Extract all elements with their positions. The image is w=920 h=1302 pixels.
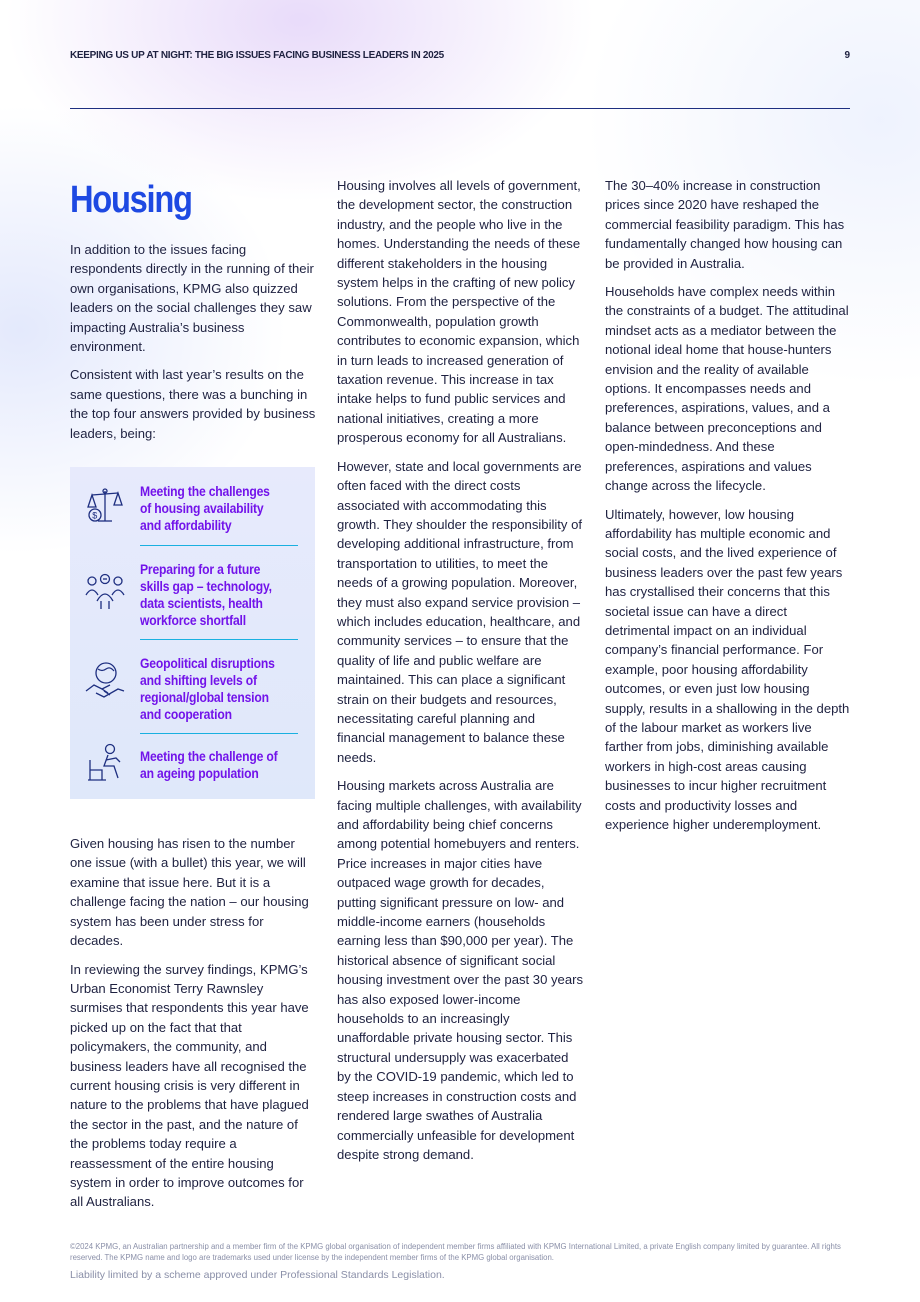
- paragraph: In addition to the issues facing respondents directly in the running of their own organisations, KPMG also quizzed leaders on the social challenges they saw impacting Australia’s business environment.: [70, 242, 314, 355]
- paragraph: The 30–40% increase in construction prices since 2020 have reshaped the commercial feasibility paradigm. This has fundamentally changed how housing can be provided in Australia.: [605, 178, 845, 271]
- paragraph: Households have complex needs within the constraints of a budget. The attitudinal mindset acts as a mediator between the notional ideal home that house-hunters envision and the reality of available options. It encompasses needs and preferences, aspirations, values, and a balance between preconceptions and open-mindedness. And these preferences, aspirations and values change across the lifecycle.: [605, 284, 849, 494]
- issue-separator: [140, 733, 298, 734]
- issue-separator: [140, 639, 298, 640]
- paragraph: Ultimately, however, low housing affordability has multiple economic and social costs, and the lived experience of business leaders over the past few years has crystallised their concerns that this societal issue can have a direct detrimental impact on an individual company’s financial performance. For example, poor housing affordability outcomes, or even just low housing supply, results in a shallowing in the depth of the labour market as workers live farther from jobs, diminishing available workers in high-cost areas causing businesses to incur higher recruitment costs and productivity losses and experience higher underemployment.: [605, 506, 850, 832]
- people-group-icon: [84, 571, 126, 613]
- issue-label: Preparing for a future skills gap – technology, data scientists, health workforce shortfall: [140, 562, 272, 628]
- column-middle: [337, 176, 585, 1173]
- copyright-notice: ©2024 KPMG, an Australian partnership and a member firm of the KPMG global organisation of independent member firms affiliated with KPMG International Limited, a private English company limited by guarantee. All rights reserved. The KPMG name and logo are trademarks used under license by the independent member firms of the KPMG global organisation.: [70, 1242, 841, 1262]
- top-issues-panel: [70, 467, 315, 799]
- issue-label: Geopolitical disruptions and shifting levels of regional/global tension and cooperation: [140, 656, 275, 722]
- header-divider: [70, 108, 850, 109]
- page-footer: [70, 1242, 850, 1281]
- svg-text:$: $: [92, 510, 98, 521]
- issue-label: Meeting the challenges of housing availability and affordability: [140, 484, 270, 533]
- paragraph: Housing markets across Australia are facing multiple challenges, with availability and affordability being chief concerns among potential homebuyers and renters. Price increases in major cities have outpaced wage growth for decades, putting significant pressure on low- and middle-income earners (households earning less than $90,000 per year). The historical absence of significant social housing investment over the past 30 years has also exposed lower-income households to an increasingly unaffordable private housing sector. This structural undersupply was exacerbated by the COVID-19 pandemic, which led to steep increases in construction costs and rendered large swathes of Australia commercially unfeasible for development despite strong demand.: [337, 778, 584, 1162]
- page-number: 9: [844, 50, 850, 61]
- page-header: [70, 50, 850, 64]
- issue-label: Meeting the challenge of an ageing population: [140, 749, 278, 781]
- column-right: [605, 176, 851, 843]
- handshake-icon: [84, 661, 126, 703]
- paragraph: In reviewing the survey findings, KPMG’s Urban Economist Terry Rawnsley surmises that respondents this year have picked up on the fact that that policymakers, the community, and business leaders have all recognised the current housing crisis is very different in nature to the problems that have plagued the sector in the past, and the nature of the problems today require a reassessment of the entire housing system in order to improve outcomes for all Australians.: [70, 961, 309, 1210]
- scales-dollar-icon: [84, 485, 126, 527]
- paragraph: However, state and local governments are often faced with the direct costs associated with accommodating this growth. They shoulder the responsibility of developing additional infrastructure, from transportation to utilities, to meet the needs of a growing population. Moreover, they must also expand service provision – which includes education, healthcare, and community services – to ensure that the quality of life and public welfare are maintained. This can place a significant strain on their budgets and resources, necessitating careful planning and financial management to balance these needs.: [337, 458, 583, 765]
- liability-notice: Liability limited by a scheme approved under Professional Standards Legislation.: [70, 1269, 445, 1281]
- issue-separator: [140, 545, 298, 546]
- seated-person-icon: [84, 742, 126, 784]
- paragraph: Consistent with last year’s results on the same questions, there was a bunching in the top four answers provided by business leaders, being:: [70, 367, 316, 441]
- document-title: KEEPING US UP AT NIGHT: THE BIG ISSUES FACING BUSINESS LEADERS IN 2025: [70, 50, 444, 61]
- page-heading: Housing: [70, 179, 192, 221]
- paragraph: Given housing has risen to the number one issue (with a bullet) this year, we will examine that issue here. But it is a challenge facing the nation – our housing system has been under stress for decades.: [70, 836, 309, 949]
- paragraph: Housing involves all levels of government, the development sector, the construction industry, and the people who live in the homes. Understanding the needs of these different stakeholders in the housing system helps in the crafting of new policy solutions. From the perspective of the Commonwealth, population growth contributes to economic expansion, which in turn leads to increased generation of taxation revenue. This increase in tax intake helps to fund public services and national initiatives, creating a more prosperous economy for all Australians.: [337, 178, 581, 446]
